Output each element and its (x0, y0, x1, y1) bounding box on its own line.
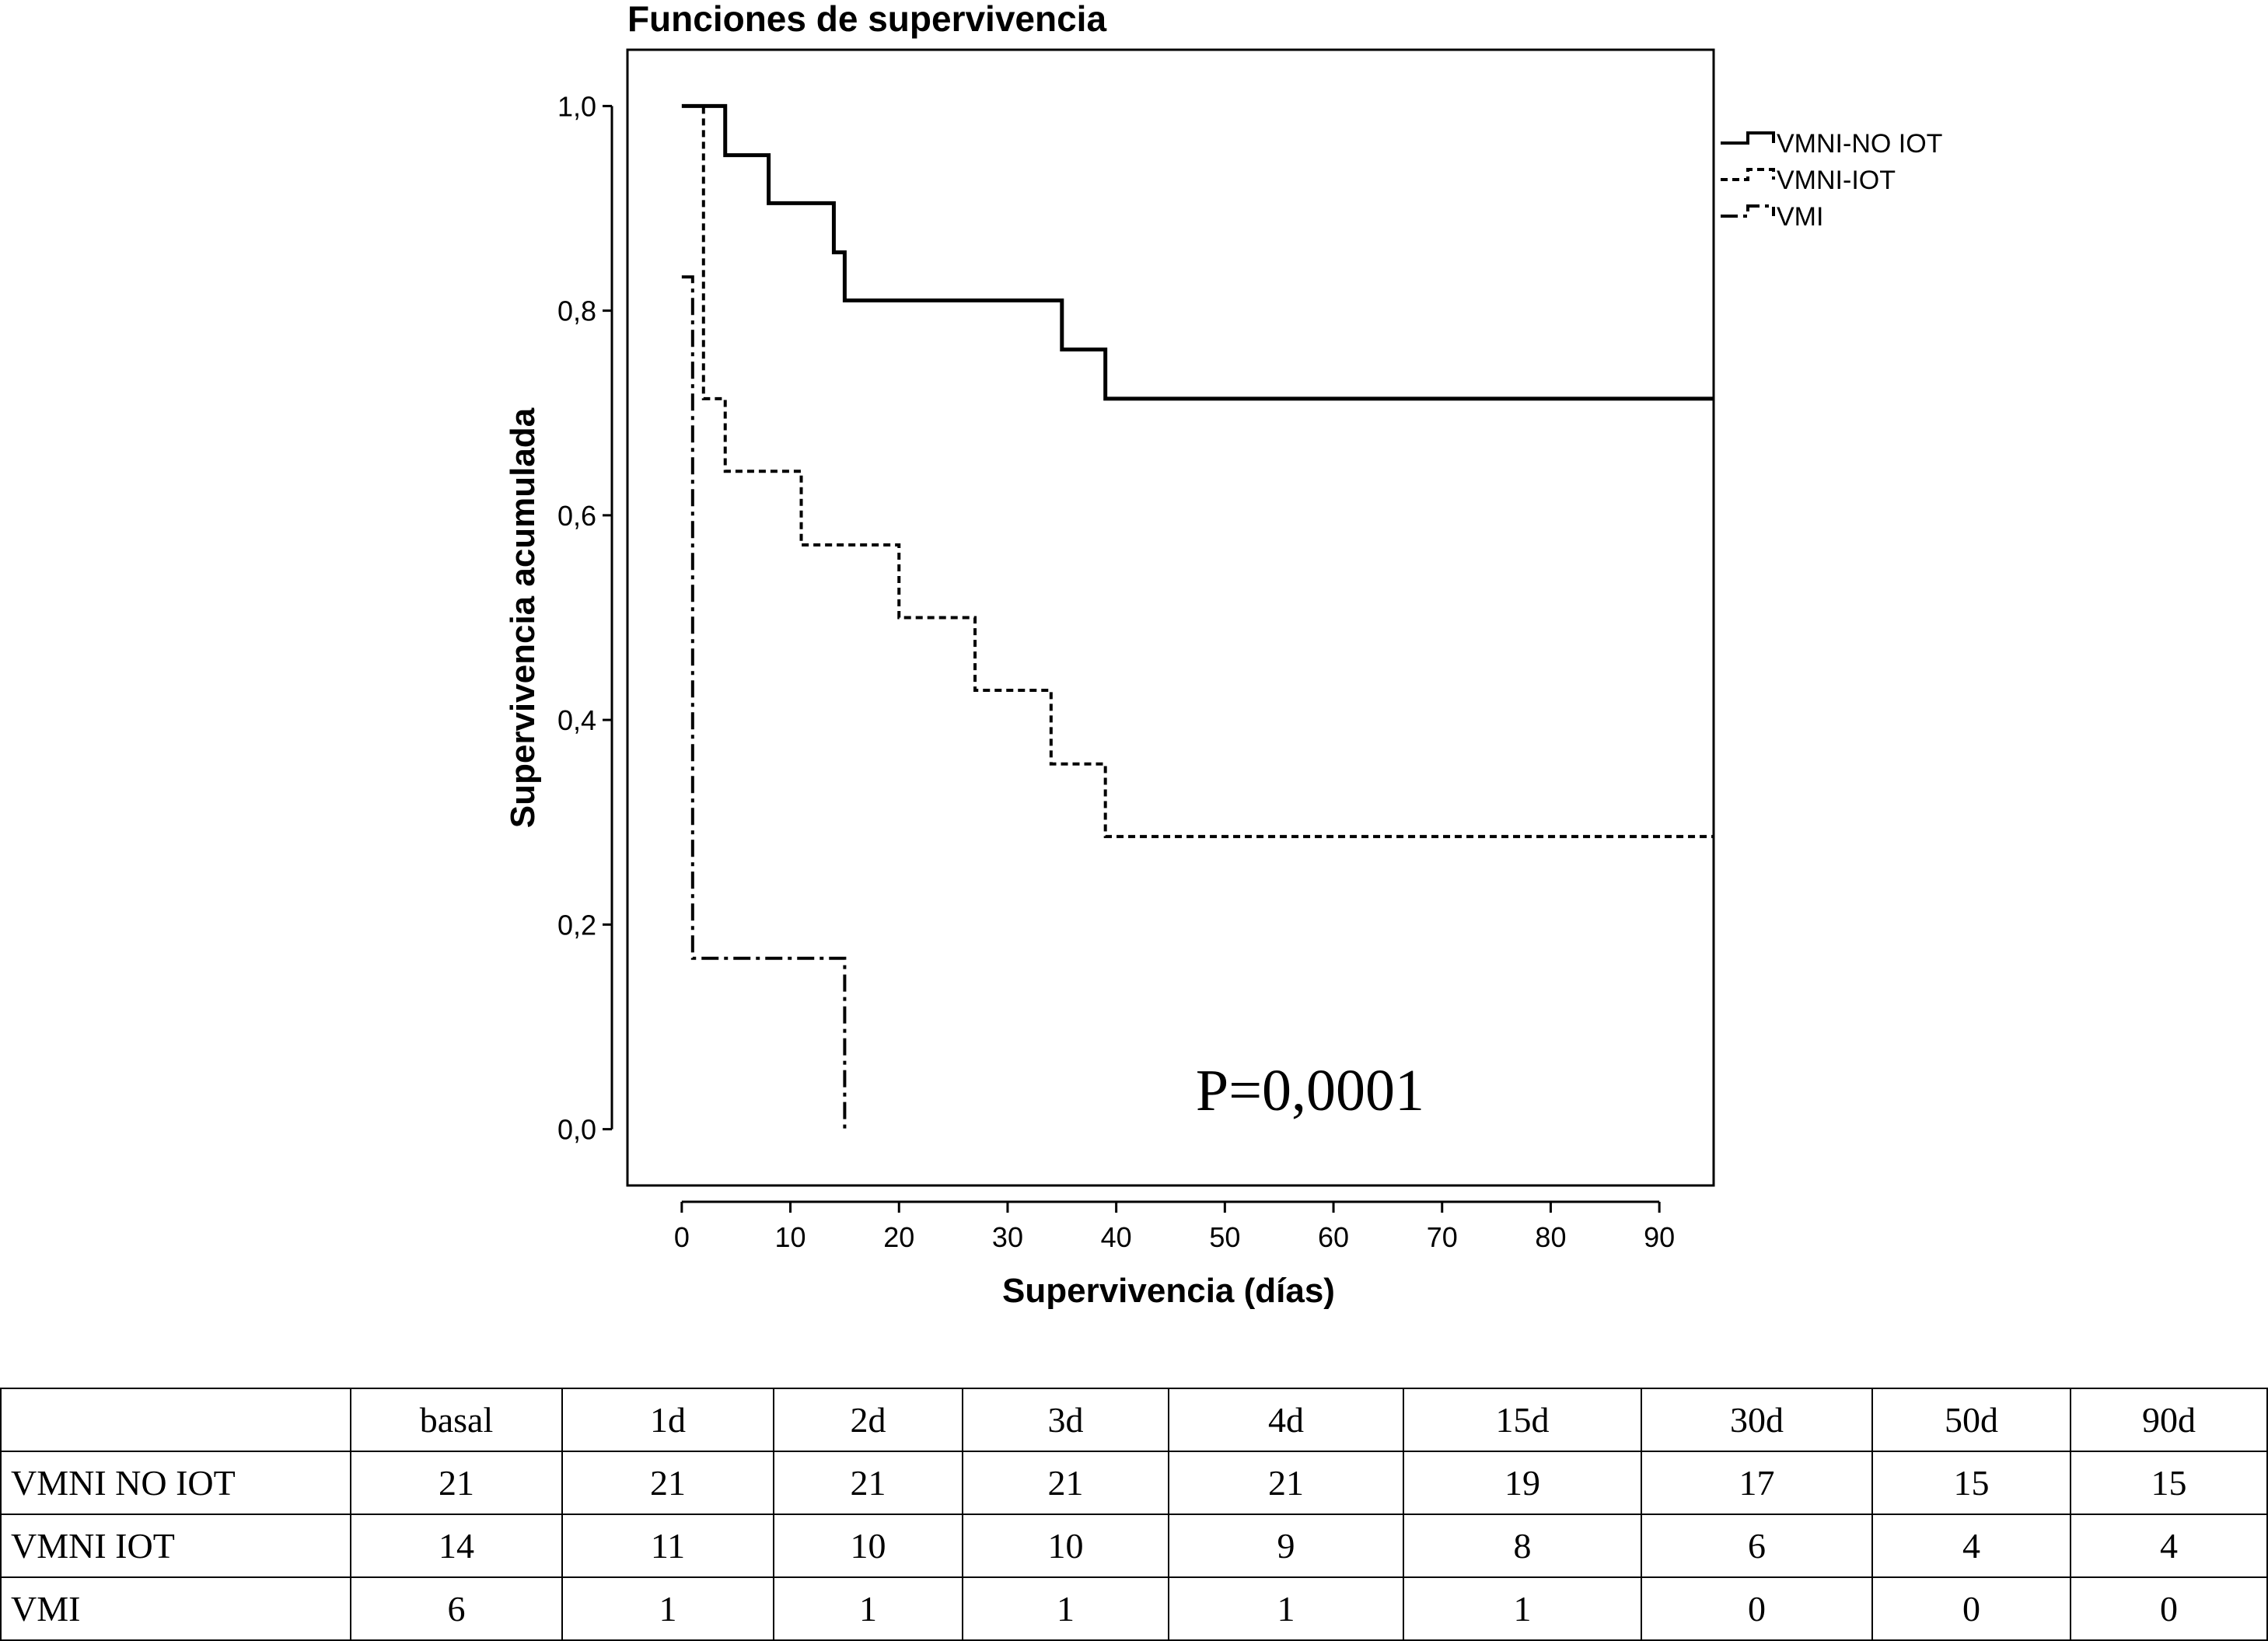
legend-item (1721, 129, 1942, 159)
table-corner-cell (1, 1388, 351, 1451)
table-row-label: VMNI NO IOT (1, 1451, 351, 1514)
table-cell: 10 (963, 1514, 1169, 1577)
x-tick-label: 50 (1209, 1221, 1241, 1253)
table-cell: 11 (562, 1514, 774, 1577)
table-header-cell: 3d (963, 1388, 1169, 1451)
y-tick-label: 0,8 (557, 295, 596, 327)
table-cell: 21 (351, 1451, 562, 1514)
table-header-cell: basal (351, 1388, 562, 1451)
table-header-cell: 90d (2071, 1388, 2267, 1451)
table-header-cell: 50d (1872, 1388, 2071, 1451)
table-cell: 6 (1641, 1514, 1872, 1577)
table-cell: 17 (1641, 1451, 1872, 1514)
plot-frame (627, 50, 1714, 1185)
legend-label: VMI (1777, 202, 1824, 232)
legend-item (1721, 166, 1896, 195)
legend (1721, 129, 1942, 232)
table-row-label: VMI (1, 1577, 351, 1640)
table-cell: 21 (562, 1451, 774, 1514)
y-tick-label: 0,0 (557, 1113, 596, 1146)
x-tick-label: 30 (991, 1221, 1023, 1253)
table-header-row (1, 1388, 2267, 1451)
table-cell: 1 (1169, 1577, 1403, 1640)
table-cell: 21 (1169, 1451, 1403, 1514)
legend-label: VMNI-IOT (1777, 166, 1896, 195)
series-layer (682, 106, 1714, 1129)
table-cell: 9 (1169, 1514, 1403, 1577)
series-line-dotted (693, 106, 1714, 836)
chart-title: Funciones de supervivencia (627, 0, 1107, 39)
table-row (1, 1451, 2267, 1514)
y-axis-label: Supervivencia acumulada (504, 407, 542, 829)
table-header-cell: 15d (1403, 1388, 1641, 1451)
x-tick-label: 60 (1318, 1221, 1350, 1253)
legend-item (1721, 202, 1823, 232)
y-axis (557, 90, 612, 1145)
table-cell: 4 (1872, 1514, 2071, 1577)
table-cell: 1 (1403, 1577, 1641, 1640)
table-row-label: VMNI IOT (1, 1514, 351, 1577)
table-row (1, 1514, 2267, 1577)
x-tick-label: 0 (673, 1221, 690, 1253)
y-tick-label: 0,4 (557, 704, 596, 737)
table-cell: 0 (1641, 1577, 1872, 1640)
table-cell: 6 (351, 1577, 562, 1640)
table-cell: 21 (774, 1451, 963, 1514)
table-cell: 15 (2071, 1451, 2267, 1514)
table-cell: 1 (562, 1577, 774, 1640)
y-tick-label: 0,2 (557, 909, 596, 941)
legend-swatch (1721, 133, 1774, 143)
legend-label: VMNI-NO IOT (1777, 129, 1943, 159)
legend-swatch (1721, 206, 1774, 216)
table-cell: 10 (774, 1514, 963, 1577)
y-tick-label: 1,0 (557, 90, 596, 123)
y-tick-label: 0,6 (557, 499, 596, 532)
table-header-cell: 4d (1169, 1388, 1403, 1451)
x-tick-label: 40 (1100, 1221, 1132, 1253)
table-cell: 14 (351, 1514, 562, 1577)
series-line-dashdot (682, 277, 845, 1129)
table-cell: 0 (1872, 1577, 2071, 1640)
p-value-annotation: P=0,0001 (1195, 1058, 1425, 1123)
x-tick-label: 90 (1644, 1221, 1676, 1253)
x-axis (674, 1202, 1675, 1253)
x-tick-label: 80 (1535, 1221, 1567, 1253)
table-row (1, 1577, 2267, 1640)
table-cell: 1 (963, 1577, 1169, 1640)
x-tick-label: 70 (1426, 1221, 1458, 1253)
x-tick-label: 20 (883, 1221, 915, 1253)
table-header-cell: 2d (774, 1388, 963, 1451)
table-cell: 15 (1872, 1451, 2071, 1514)
table-cell: 4 (2071, 1514, 2267, 1577)
table-header-cell: 30d (1641, 1388, 1872, 1451)
x-axis-label: Supervivencia (días) (1002, 1272, 1335, 1310)
table-cell: 1 (774, 1577, 963, 1640)
table-cell: 19 (1403, 1451, 1641, 1514)
table-cell: 21 (963, 1451, 1169, 1514)
legend-swatch (1721, 169, 1774, 180)
table-header-cell: 1d (562, 1388, 774, 1451)
at-risk-table (0, 1388, 2268, 1641)
table-cell: 8 (1403, 1514, 1641, 1577)
x-tick-label: 10 (774, 1221, 806, 1253)
series-line-solid (682, 106, 1714, 398)
table-cell: 0 (2071, 1577, 2267, 1640)
